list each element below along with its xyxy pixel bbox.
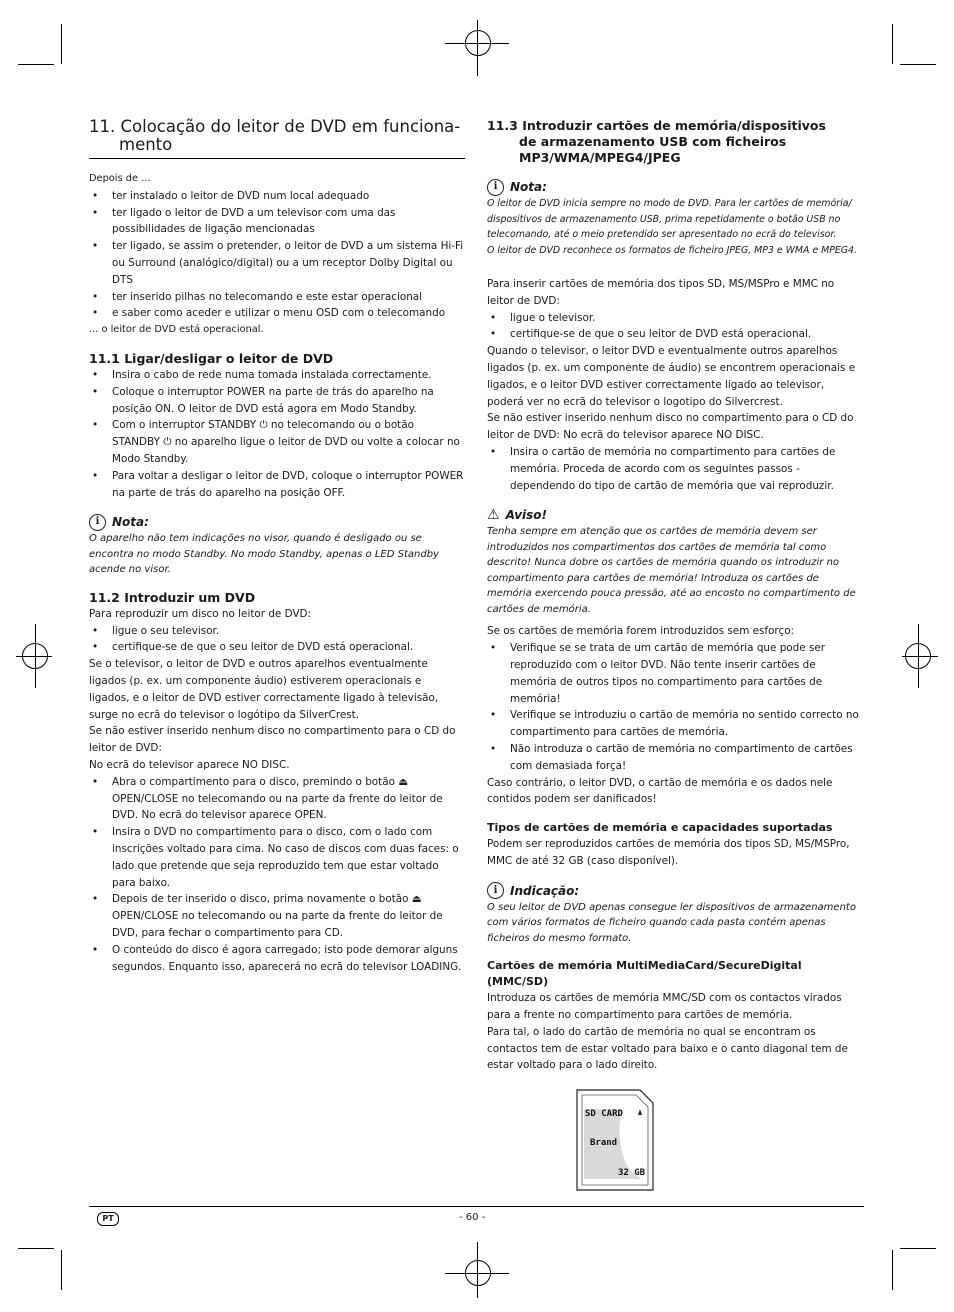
left-column [89,118,465,975]
note-heading: i Nota: [89,513,465,531]
paragraph: Caso contrário, o leitor DVD, o cartão de memória e os dados nele contidos podem ser danificados! [487,776,833,806]
right-column [487,118,863,1074]
card-size: 32 GB [618,1168,646,1178]
list-item: • Verifique se introduziu o cartão de memória no sentido correcto no compartimento para cartões de memória. [487,707,863,741]
crop-mark [18,64,54,65]
list-item: • Insira o cartão de memória no compartimento para cartões de memória. Proceda de acordo com os seguintes passos - dependendo do tipo de cartão de memória que vai reproduzir. [487,444,863,494]
paragraph: Quando o televisor, o leitor DVD e eventualmente outros aparelhos ligados (p. ex. um componente de áudio) se encontrem operacionais e ligados, e o leitor DVD estiver correctamente ligado ao televisor, poderá ver no ecrã do televisor o logotipo do Silvercrest. [487,345,856,408]
paragraph: Se o televisor, o leitor de DVD e outros aparelhos eventualmente ligados (p. ex. um componente áudio) estiverem operacionais e ligados, e o leitor de DVD estiver correctamente ligado à televisão, surge no ecrã do televisor o logótipo da SilverCrest. [89,658,439,721]
subheading-card-types: Tipos de cartões de memória e capacidades suportadas [487,821,833,835]
list-item: • Para voltar a desligar o leitor de DVD, coloque o interruptor POWER na parte de trás do aparelho na posição OFF. [89,468,465,502]
paragraph: Introduza os cartões de memória MMC/SD com os contactos virados para a frente no compartimento para cartões de memória. [487,992,842,1022]
warning-icon: ⚠ [487,507,500,524]
indication-text: O seu leitor de DVD apenas consegue ler dispositivos de armazenamento com vários formatos de ficheiro quando cada pasta contém apenas ficheiros do mesmo formato. [487,901,856,944]
note-heading: i Nota: [487,178,863,196]
list-3 [487,640,863,774]
crop-mark [900,64,936,65]
crop-mark [18,1248,54,1249]
s2-list-1 [89,623,465,657]
list-item: • Verifique se se trata de um cartão de memória que pode ser reproduzido com o leitor DVD. Não tente inserir cartões de memória de outros tipos no compartimento para cartões de memória! [487,640,863,707]
page-number: - 60 - [459,1212,486,1223]
list-item: • ligue o televisor. [487,310,863,327]
list-item: • Com o interruptor STANDBY ⏻ no telecomando ou o botão STANDBY ⏻ no aparelho ligue o leitor de DVD ou volte a colocar no Modo Standby. [89,417,465,467]
list-item: • Não introduza o cartão de memória no compartimento de cartões com demasiada força! [487,741,863,775]
paragraph: Se os cartões de memória forem introduzidos sem esforço: [487,625,795,638]
chapter-heading: 11. Colocação do leitor de DVD em funciona- mento [89,118,465,159]
crop-mark [61,1250,62,1290]
list-item: • certifique-se de que o seu leitor de DVD está operacional. [89,639,465,656]
list-item: • ter ligado o leitor de DVD a um televisor com uma das possibilidades de ligação mencionadas [89,205,465,239]
crop-mark [892,1250,893,1290]
crop-mark [61,24,62,64]
info-icon: i [89,514,106,531]
warning-heading: ⚠ Aviso! [487,507,547,524]
crop-mark [892,24,893,64]
intro-end: ... o leitor de DVD está operacional. [89,324,264,336]
paragraph: Para tal, o lado do cartão de memória no qual se encontram os contactos tem de estar voltado para baixo e o canto diagonal tem de estar voltado para o lado direito. [487,1025,848,1072]
list-item: • ter ligado, se assim o pretender, o leitor de DVD a um sistema Hi-Fi ou Surround (analógico/digital) ou a um receptor Dolby Digital ou DTS [89,238,465,288]
section-heading-11-1: 11.1 Ligar/desligar o leitor de DVD [89,350,334,366]
card-label: SD CARD [585,1109,623,1119]
section-heading-11-2: 11.2 Introduzir um DVD [89,589,256,605]
list-item: • ter inserido pilhas no telecomando e este estar operacional [89,289,465,306]
intro-list [89,188,465,322]
paragraph: No ecrã do televisor aparece NO DISC. [89,759,290,772]
list-item: • certifique-se de que o seu leitor de DVD está operacional. [487,326,863,343]
note-text: O leitor de DVD inicia sempre no modo de DVD. Para ler cartões de memória/ dispositivos de armazenamento USB, prima repetidamente o botão USB no telecomando, até o meio pretendido ser apresentado no ecrã do televisor. [487,198,852,240]
paragraph: Se não estiver inserido nenhum disco no compartimento para o CD do leitor de DVD: No ecrã do televisor aparece NO DISC. [487,412,854,442]
list-item: • Abra o compartimento para o disco, premindo o botão ⏏ OPEN/CLOSE no telecomando ou na parte da frente do leitor de DVD. No ecrã do televisor aparece OPEN. [89,774,465,824]
list-2 [487,444,863,494]
section-heading-11-3: 11.3 Introduzir cartões de memória/dispositivos de armazenamento USB com ficheiros MP3/WMA/MPEG4/JPEG [487,118,826,165]
list-item: • ter instalado o leitor de DVD num local adequado [89,188,465,205]
paragraph: Para inserir cartões de memória dos tipos SD, MS/MSPro e MMC no leitor de DVD: [487,278,835,307]
info-icon: i [487,882,504,899]
list-item: • Depois de ter inserido o disco, prima novamente o botão ⏏ OPEN/CLOSE no telecomando ou na parte da frente do leitor de DVD, para fechar o compartimento para CD. [89,891,465,941]
intro-text: Depois de ... [89,173,151,184]
paragraph: Podem ser reproduzidos cartões de memória dos tipos SD, MS/MSPro, MMC de até 32 GB (caso disponível). [487,838,850,867]
paragraph: Para reproduzir um disco no leitor de DVD: [89,607,312,620]
paragraph: Se não estiver inserido nenhum disco no compartimento para o CD do leitor de DVD: [89,725,456,755]
list-item: • ligue o seu televisor. [89,623,465,640]
subheading-mmc-sd: Cartões de memória MultiMediaCard/SecureDigital (MMC/SD) [487,959,802,989]
s2-list-2 [89,774,465,976]
language-badge: PT [97,1212,119,1226]
list-item: • e saber como aceder e utilizar o menu OSD com o telecomando [89,305,465,322]
info-icon: i [487,179,504,196]
list-item: • Insira o cabo de rede numa tomada instalada correctamente. [89,367,465,384]
warning-text: Tenha sempre em atenção que os cartões de memória devem ser introduzidos nos compartimentos dos cartões de memória tal como descrito! Nunca dobre os cartões de memória quando os introduzir no compartimento para cartões de memória! Introduza os cartões de memória exercendo pouca pressão, até ao encosto no compartimento de cartões de memória. [487,526,856,615]
list-item: • Coloque o interruptor POWER na parte de trás do aparelho na posição ON. O leitor de DVD está agora em Modo Standby. [89,384,465,418]
list-item: • O conteúdo do disco é agora carregado; isto pode demorar alguns segundos. Enquanto isso, aparecerá no ecrã do televisor LOADING. [89,942,465,976]
s1-list [89,367,465,501]
footer-rule [89,1206,864,1207]
list-1 [487,310,863,344]
note-text: O aparelho não tem indicações no visor, quando é desligado ou se encontra no modo Standby. No modo Standby, apenas o LED Standby acende no visor. [89,533,439,576]
sd-card-illustration [576,1089,654,1195]
list-item: • Insira o DVD no compartimento para o disco, com o lado com inscrições voltado para cima. No caso de discos com duas faces: o lado que pretende que seja reproduzido tem que estar voltado para baixo. [89,824,465,891]
crop-mark [900,1248,936,1249]
note-text: O leitor de DVD reconhece os formatos de ficheiro JPEG, MP3 e WMA e MPEG4. [487,244,857,256]
indication-heading: i Indicação: [487,882,863,900]
card-brand: Brand [590,1138,618,1148]
